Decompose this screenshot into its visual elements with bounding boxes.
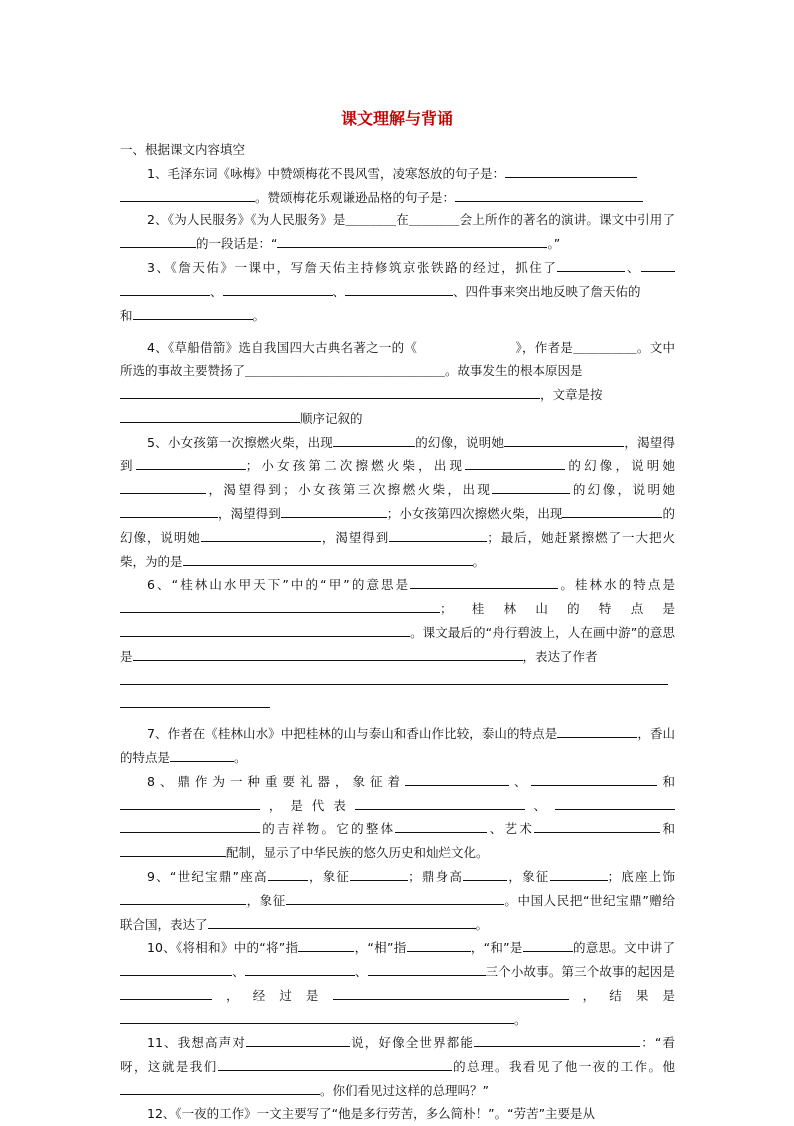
blank[interactable] xyxy=(120,692,270,708)
blank[interactable] xyxy=(120,383,540,399)
blank[interactable] xyxy=(534,817,660,833)
blank[interactable] xyxy=(641,256,675,272)
blank[interactable] xyxy=(120,502,218,518)
question-6: 6、“桂林山水甲天下”中的“甲”的意思是 。桂林水的特点是；桂林山的特点是。课文最后的“舟行碧波上，人在画中游”的意思是 ，表达了作者 xyxy=(120,573,675,716)
blank[interactable] xyxy=(136,454,246,470)
blank[interactable] xyxy=(120,280,210,296)
blank[interactable] xyxy=(557,256,625,272)
blank[interactable] xyxy=(133,304,253,320)
blank[interactable] xyxy=(557,722,637,738)
blank[interactable] xyxy=(345,280,453,296)
blank[interactable] xyxy=(120,984,212,1000)
question-1: 1、毛泽东词《咏梅》中赞颂梅花不畏风雪，凌寒怒放的句子是： 。赞颂梅花乐观谦逊品格的句子是： xyxy=(120,162,675,210)
blank[interactable] xyxy=(120,597,440,613)
blank[interactable] xyxy=(246,1031,350,1047)
question-9: 9、“世纪宝鼎”座高 ，象征 ；鼎身高 ，象征 ；底座上饰，象征 。中国人民把“世纪宝鼎”赠给联合国，表达了 。 xyxy=(120,865,675,936)
blank[interactable] xyxy=(120,186,255,202)
blank[interactable] xyxy=(245,960,355,976)
blank[interactable] xyxy=(208,913,476,929)
blank[interactable] xyxy=(120,1008,514,1024)
blank[interactable] xyxy=(410,573,558,589)
blank[interactable] xyxy=(120,817,260,833)
blank[interactable] xyxy=(298,936,354,952)
question-2: 2、《为人民服务》《为人民服务》是＿＿＿＿在＿＿＿＿会上所作的著名的演讲。课文中引用了的一段话是：“ 。” xyxy=(120,209,675,256)
blank[interactable] xyxy=(223,280,333,296)
blank[interactable] xyxy=(120,794,260,810)
question-11: 11、我想高声对 说，好像全世界都能 ：“看呀，这就是我们 的总理。我看见了他一夜的工作。他。你们看见过这样的总理吗？” xyxy=(120,1031,675,1102)
blank[interactable] xyxy=(286,889,504,905)
blank[interactable] xyxy=(120,889,246,905)
blank[interactable] xyxy=(120,478,206,494)
blank[interactable] xyxy=(333,431,415,447)
blank[interactable] xyxy=(523,936,573,952)
blank[interactable] xyxy=(492,478,570,494)
blank[interactable] xyxy=(120,960,232,976)
blank[interactable] xyxy=(355,794,525,810)
blank[interactable] xyxy=(463,865,507,881)
blank[interactable] xyxy=(120,669,668,685)
blank[interactable] xyxy=(407,936,471,952)
question-5: 5、小女孩第一次擦燃火柴，出现 的幻像，说明她 ，渴望得到 ；小女孩第二次擦燃火柴，出现 的幻像，说明她，渴望得到；小女孩第三次擦燃火柴，出现 的幻像，说明她，渴望得到 ；小女孩第四次擦燃火柴，出现 的幻像，说明她 ，渴望得到 ；最后，她赶紧擦燃了一大把火柴，为的是 。 xyxy=(120,431,675,574)
question-8: 8、鼎作为一种重要礼器，象征着 、 和，是代表 、的吉祥物。它的整体 、艺术 和配制，显示了中华民族的悠久历史和灿烂文化。 xyxy=(120,770,675,865)
blank[interactable] xyxy=(465,454,565,470)
question-12: 12、《一夜的工作》一文主要写了“他是多行劳苦，多么简朴！”。“劳苦”主要是从 xyxy=(147,1105,596,1121)
blank[interactable] xyxy=(120,841,226,857)
blank[interactable] xyxy=(505,162,637,178)
blank[interactable] xyxy=(170,746,234,762)
blank[interactable] xyxy=(474,1031,640,1047)
blank[interactable] xyxy=(562,502,662,518)
question-4: 4、《草船借箭》选自我国四大古典名著之一的《 》，作者是＿＿＿＿＿。文中所选的事故主要赞扬了＿＿＿＿＿＿＿＿＿＿＿＿＿＿＿＿。故事发生的根本原因是 ，文章是按 顺序记叙的 xyxy=(120,340,675,426)
blank[interactable] xyxy=(120,621,410,637)
blank[interactable] xyxy=(133,645,523,661)
blank[interactable] xyxy=(531,770,657,786)
blank[interactable] xyxy=(268,865,308,881)
blank[interactable] xyxy=(350,865,408,881)
question-3: 3、《詹天佑》一课中，写詹天佑主持修筑京张铁路的经过，抓住了 、、 、 、四件事来突出地反映了詹天佑的 和 。 xyxy=(120,256,675,327)
blank[interactable] xyxy=(120,407,300,423)
blank[interactable] xyxy=(555,794,675,810)
blank[interactable] xyxy=(395,817,487,833)
page-title: 课文理解与背诵 xyxy=(340,109,453,128)
question-10: 10、《将相和》中的“将”指 ，“相”指 ，“和”是 的意思。文中讲了、 、 三个小故事。第三个故事的起因是，经过是 ，结果是。 xyxy=(120,936,675,1031)
blank[interactable] xyxy=(550,865,608,881)
blank[interactable] xyxy=(389,526,487,542)
blank[interactable] xyxy=(201,526,321,542)
blank[interactable] xyxy=(405,770,509,786)
blank[interactable] xyxy=(281,502,387,518)
blank[interactable] xyxy=(120,232,196,248)
blank[interactable] xyxy=(368,960,486,976)
blank[interactable] xyxy=(218,1055,452,1071)
blank[interactable] xyxy=(277,232,547,248)
blank[interactable] xyxy=(120,1079,320,1095)
blank[interactable] xyxy=(455,186,643,202)
question-7: 7、作者在《桂林山水》中把桂林的山与泰山和香山作比较，泰山的特点是 ，香山的特点是 。 xyxy=(120,722,675,770)
section-heading: 一、根据课文内容填空 xyxy=(120,142,246,157)
blank[interactable] xyxy=(333,984,569,1000)
blank[interactable] xyxy=(183,550,473,566)
question-list xyxy=(120,139,675,1126)
blank[interactable] xyxy=(504,431,624,447)
